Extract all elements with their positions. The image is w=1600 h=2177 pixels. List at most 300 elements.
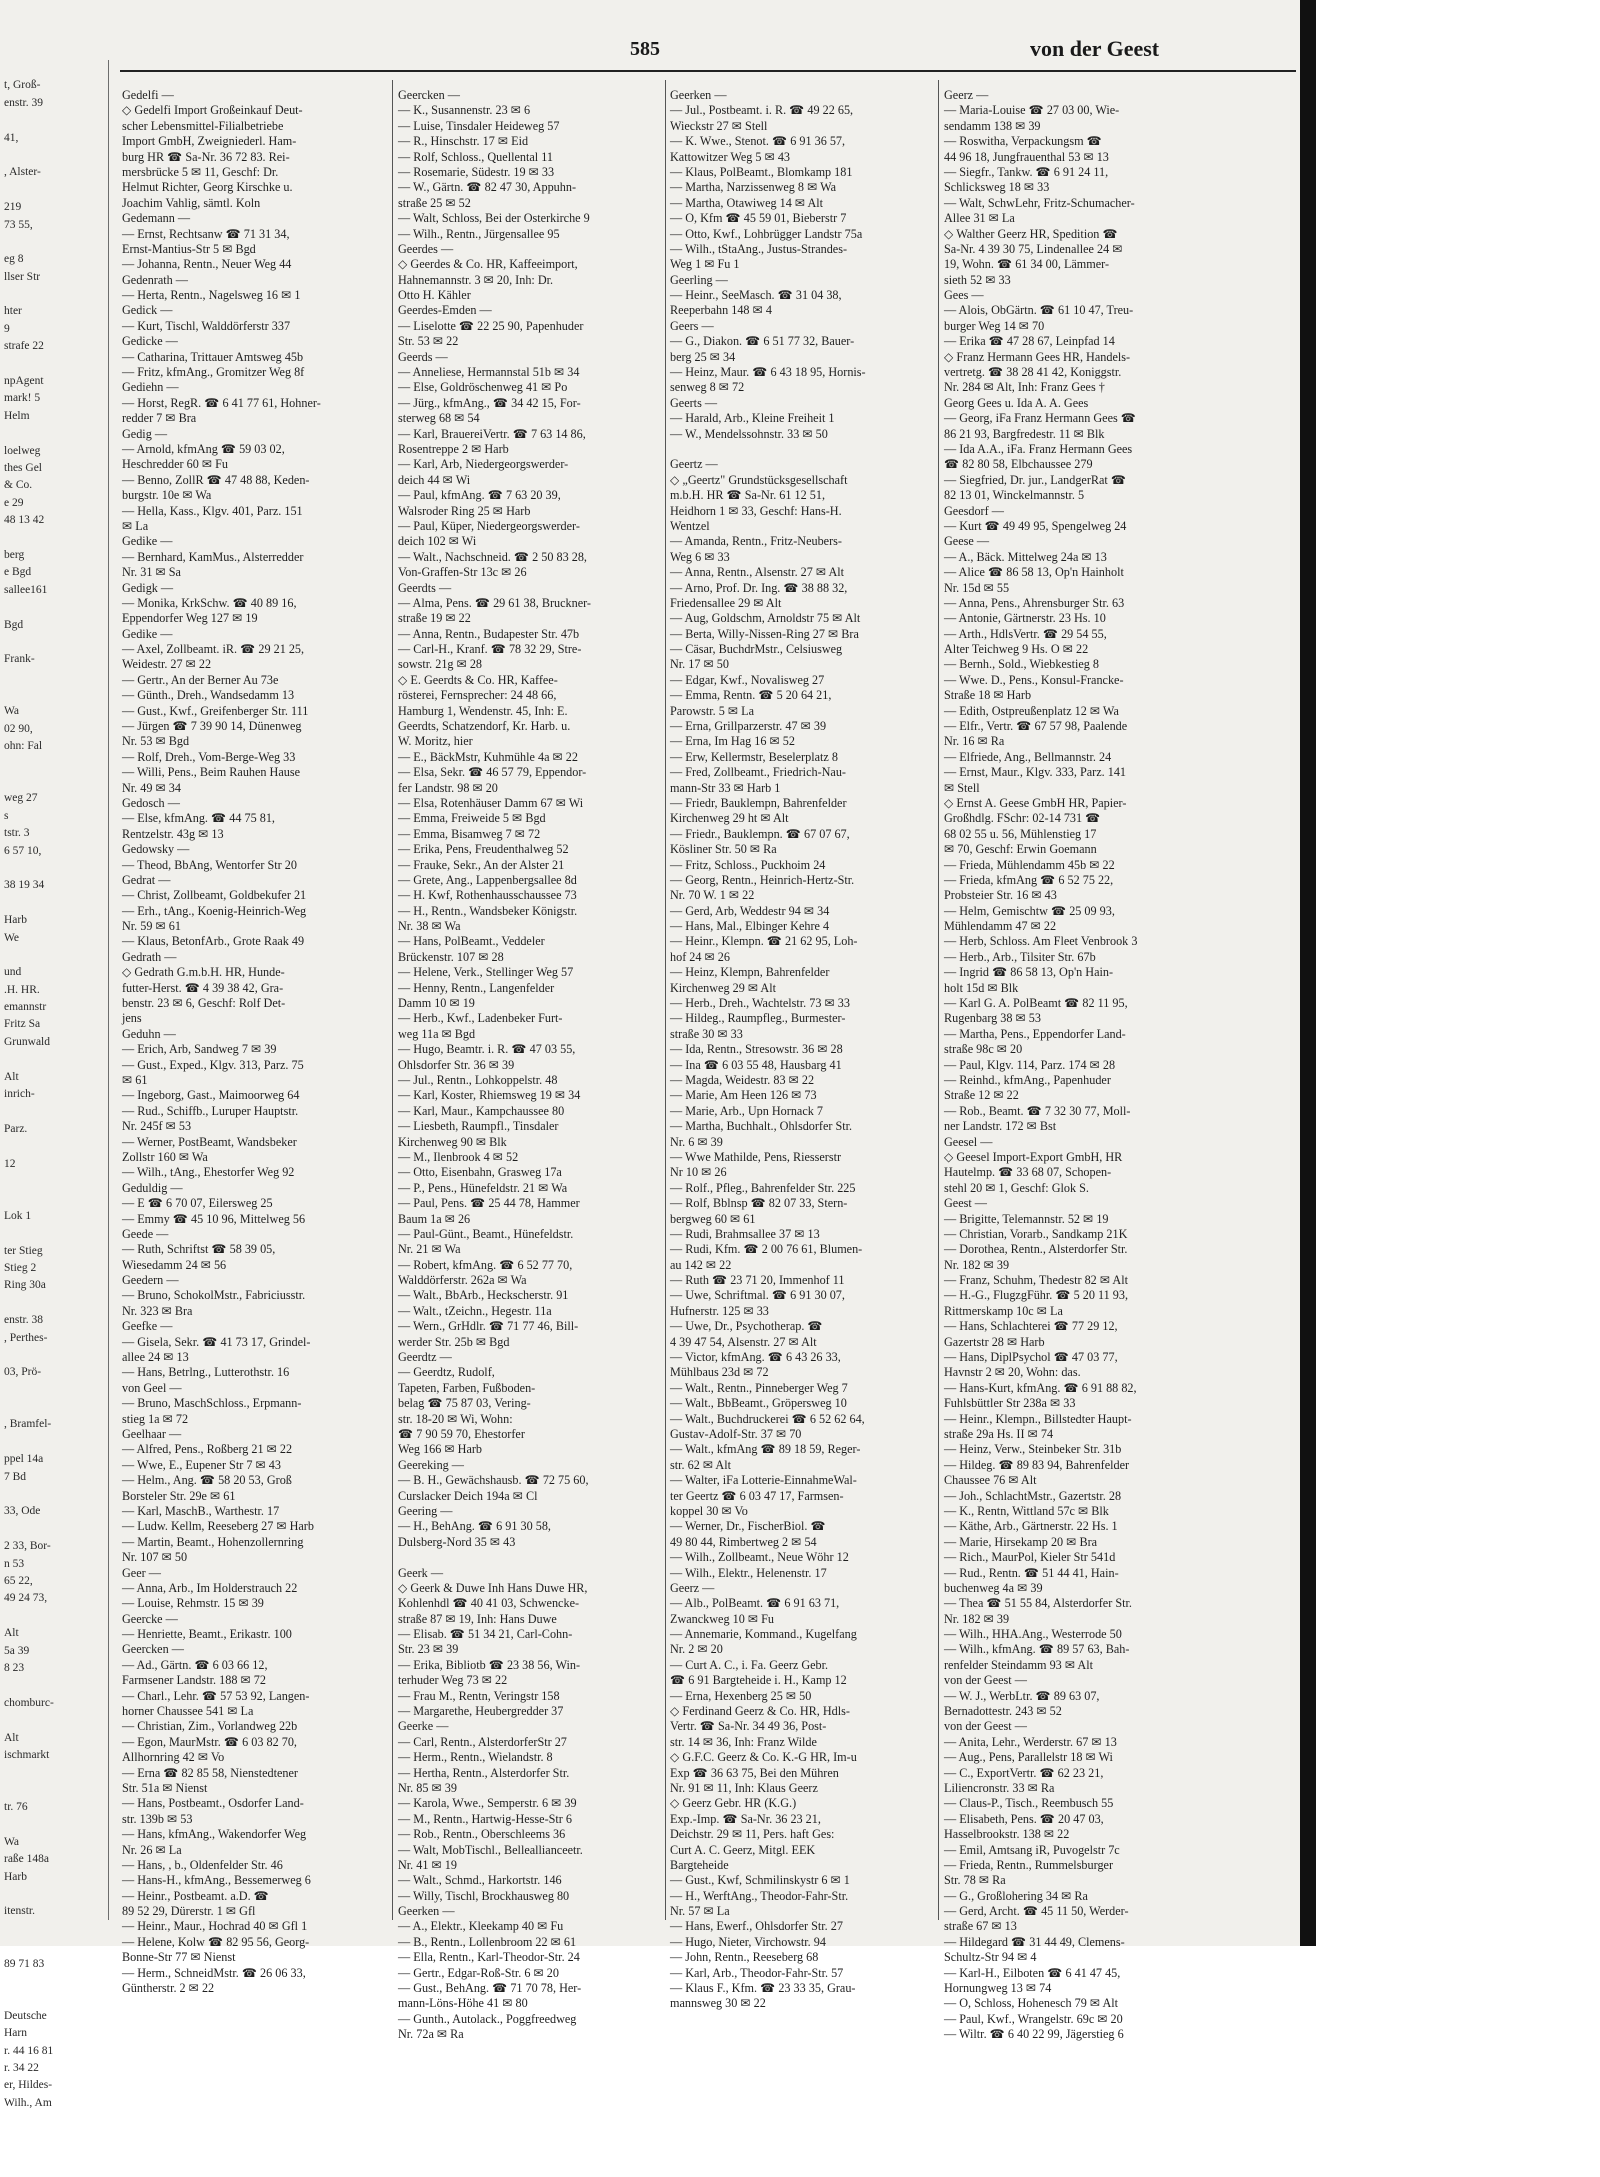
directory-line: — O, Kfm ☎ 45 59 01, Bieberstr 7 [670,211,847,226]
directory-line: deich 102 ✉ Wi [398,534,477,549]
directory-line: Wiesedamm 24 ✉ 56 [122,1257,227,1272]
fragment-line [0,1990,118,2007]
directory-column-4 [944,88,1206,2042]
directory-line: — Emma, Bisamweg 7 ✉ 72 [398,826,541,841]
directory-line: — Bruno, MaschSchloss., Erpmann- [122,1396,302,1411]
directory-line: Str. 78 ✉ Ra [944,1873,1006,1888]
directory-line: 89 52 29, Dürerstr. 1 ✉ Gfl [122,1904,256,1919]
directory-line: Geerdts, Schatzendorf, Kr. Harb. u. [398,719,571,734]
directory-line: — Herm., SchneidMstr. ☎ 26 06 33, [122,1965,306,1980]
directory-line: — Rolf, Bblnsp ☎ 82 07 33, Stern- [670,1196,848,1211]
page-number: 585 [630,38,660,60]
directory-line: — H. Kwf, Rothenhausschaussee 73 [398,888,577,903]
directory-line: weg 11a ✉ Bgd [398,1026,476,1041]
directory-line: — Franz, Schuhm, Thedestr 82 ✉ Alt [944,1273,1128,1288]
directory-line: m.b.H. HR ☎ Sa-Nr. 61 12 51, [670,488,825,503]
directory-line: — Rob., Rentn., Oberschleems 36 [398,1827,566,1842]
directory-line: — Hans, PolBeamt., Veddeler [398,934,545,949]
directory-line: Geercken — [398,88,460,102]
directory-line: Str. 51a ✉ Nienst [122,1780,208,1795]
directory-line: — Ella, Rentn., Karl-Theodor-Str. 24 [398,1950,580,1965]
directory-line: — Walt., kfmAng ☎ 89 18 59, Reger- [670,1442,861,1457]
directory-line: — Georg, Rentn., Heinrich-Hertz-Str. [670,872,855,887]
directory-line: — Hans, Schlachterei ☎ 77 29 12, [944,1319,1118,1334]
directory-line: — Wiltr. ☎ 6 40 22 99, Jägerstieg 6 [944,2027,1124,2042]
directory-line: — Gust., Kwf, Schmilinskystr 6 ✉ 1 [670,1873,850,1888]
directory-line: senweg 8 ✉ 72 [670,380,745,395]
directory-line: — Anna, Pens., Ahrensburger Str. 63 [944,595,1125,610]
directory-line: redder 7 ✉ Bra [122,411,197,426]
directory-line: sendamm 138 ✉ 39 [944,118,1041,133]
directory-line: — Claus-P., Tisch., Reembusch 55 [944,1796,1114,1811]
fragment-line: chomburc- [4,1696,54,1709]
fragment-line [0,1782,118,1799]
directory-line: mann-Str 33 ✉ Harb 1 [670,780,781,795]
directory-line: Baum 1a ✉ 26 [398,1211,471,1226]
directory-line: 4 39 47 54, Alsenstr. 27 ✉ Alt [670,1334,817,1349]
fragment-line: 5a 39 [4,1644,30,1657]
directory-line: Mühlendamm 47 ✉ 22 [944,919,1057,934]
directory-line: — K., Susannenstr. 23 ✉ 6 [398,103,531,118]
directory-line: — H.-G., FlugzgFühr. ☎ 5 20 11 93, [944,1288,1129,1303]
directory-line: — Christian, Zim., Vorlandweg 22b [122,1719,298,1734]
directory-line: Gediehn — [122,380,179,395]
directory-line: werder Str. 25b ✉ Bgd [398,1334,510,1349]
directory-line: — Rolf., Pfleg., Bahrenfelder Str. 225 [670,1180,856,1195]
fragment-line [0,1173,118,1190]
directory-line: von der Geest — [944,1719,1027,1734]
directory-line: Geduhn — [122,1026,176,1041]
directory-line: Damm 10 ✉ 19 [398,996,475,1011]
directory-line: — Walt., Schmd., Harkortstr. 146 [398,1873,562,1888]
fragment-line: Stieg 2 [4,1261,37,1274]
fragment-line [0,1938,118,1955]
directory-line: — Walt, SchwLehr, Fritz-Schumacher- [944,195,1135,210]
fragment-line: , Alster- [4,166,41,179]
directory-line: bergweg 60 ✉ 61 [670,1211,756,1226]
directory-line: Geercke — [122,1611,178,1626]
directory-line: Geerdes-Emden — [398,303,492,318]
directory-line: — Walt., Nachschneid. ☎ 2 50 83 28, [398,549,587,564]
fragment-line: Grunwald [4,1035,50,1048]
fragment-line: 2 33, Bor- [4,1540,51,1553]
directory-line: Kattowitzer Weg 5 ✉ 43 [670,149,791,164]
directory-line: sowstr. 21g ✉ 28 [398,657,483,672]
directory-line: — Wilh., Rentn., Jürgensallee 95 [398,226,560,241]
directory-line: — Erich, Arb, Sandweg 7 ✉ 39 [122,1042,277,1057]
directory-line: straße 30 ✉ 33 [670,1026,743,1041]
fragment-line: er, Hildes- [4,2079,53,2092]
directory-line: mann-Löns-Höhe 41 ✉ 80 [398,1996,528,2011]
directory-line: straße 87 ✉ 19, Inh: Hans Duwe [398,1611,557,1626]
directory-line: — Anna, Rentn., Alsenstr. 27 ✉ Alt [670,565,845,580]
directory-line: Kösliner Str. 50 ✉ Ra [670,842,777,857]
directory-line: — Paul-Günt., Beamt., Hünefeldstr. [398,1226,574,1241]
directory-line: Weg 166 ✉ Harb [398,1442,483,1457]
directory-line: ✉ La [122,518,149,533]
directory-line: — Hans, Postbeamt., Osdorfer Land- [122,1796,304,1811]
fragment-line: 89 71 83 [4,1957,45,1970]
directory-line: — Rolf, Schloss., Quellental 11 [398,149,553,164]
fragment-line: 49 24 73, [4,1592,48,1605]
directory-line: str. 18-20 ✉ Wi, Wohn: [398,1411,513,1426]
directory-line: — Hans, Mal., Elbinger Kehre 4 [670,919,830,934]
directory-line: — Erw, Kellermstr, Beselerplatz 8 [670,749,838,764]
directory-line: — Ad., Gärtn. ☎ 6 03 66 12, [122,1657,268,1672]
directory-line: Gees — [944,288,984,303]
directory-line: Nr. 85 ✉ 39 [398,1780,457,1795]
directory-line: — Rolf, Dreh., Vom-Berge-Weg 33 [122,749,296,764]
directory-line: — Heinz, Verw., Steinbeker Str. 31b [944,1442,1122,1457]
directory-line: Geercken — [122,1642,184,1657]
directory-line: Kirchenweg 90 ✉ Blk [398,1134,507,1149]
directory-line: straße 67 ✉ 13 [944,1919,1017,1934]
directory-line: ◇ Gedrath G.m.b.H. HR, Hunde- [122,965,285,980]
directory-line: — Aug, Goldschm, Arnoldstr 75 ✉ Alt [670,611,861,626]
directory-line: — Ruth ☎ 23 71 20, Immenhof 11 [670,1273,845,1288]
directory-line: — K. Wwe., Stenot. ☎ 6 91 36 57, [670,134,846,149]
fragment-line: inrich- [4,1088,35,1101]
fragment-line [0,1677,118,1694]
directory-line: — Karola, Wwe., Semperstr. 6 ✉ 39 [398,1796,577,1811]
directory-line: — Rud., Rentn. ☎ 51 44 41, Hain- [944,1565,1119,1580]
directory-line: — P., Pens., Hünefeldstr. 21 ✉ Wa [398,1180,568,1195]
directory-line: — Elfriede, Ang., Bellmannstr. 24 [944,749,1112,764]
directory-line: ◇ „Geertz" Grundstücksgesellschaft [670,472,848,487]
fragment-line: ter Stieg [4,1244,43,1257]
directory-line: — Herb., Arb., Tilsiter Str. 67b [944,949,1096,964]
directory-line: — Hans-Kurt, kfmAng. ☎ 6 91 88 82, [944,1380,1137,1395]
fragment-line [0,1921,118,1938]
fragment-line: hter [4,305,22,318]
directory-line: Weg 1 ✉ Fu 1 [670,257,740,272]
directory-line: — Ida A.A., iFa. Franz Hermann Gees [944,441,1133,456]
directory-line: Geduldig — [122,1180,183,1195]
directory-line: — Wilh., tAng., Ehestorfer Weg 92 [122,1165,295,1180]
directory-line: Straße 18 ✉ Harb [944,688,1032,703]
directory-line: — Jul., Postbeamt. i. R. ☎ 49 22 65, [670,103,854,118]
fragment-line: 219 [4,201,22,214]
directory-line: Geerken — [398,1904,455,1919]
directory-line: Geerke — [398,1719,449,1734]
directory-line: — Heinr., SeeMasch. ☎ 31 04 38, [670,288,842,303]
directory-line: — Walt, MobTischl., Belleallianceetr. [398,1842,583,1857]
directory-line: — Harald, Arb., Kleine Freiheit 1 [670,411,835,426]
directory-line: fer Landstr. 98 ✉ 20 [398,780,498,795]
fragment-line [0,1764,118,1781]
directory-line: — Kurt, Tischl, Walddörferstr 337 [122,318,291,333]
fragment-line [0,60,118,77]
directory-line: — Gust., Kwf., Greifenberger Str. 111 [122,703,309,718]
directory-line: 68 02 55 u. 56, Mühlenstieg 17 [944,826,1097,841]
fragment-line: enstr. 39 [4,96,43,109]
directory-line: — Erna, Hexenberg 25 ✉ 50 [670,1688,812,1703]
directory-line: belag ☎ 75 87 03, Vering- [398,1396,531,1411]
directory-line: — Friedr, Bauklempn, Bahrenfelder [670,795,847,810]
directory-line: — Martha, Otawiweg 14 ✉ Alt [670,195,824,210]
directory-line: Geerling — [670,272,728,287]
directory-line: 49 80 44, Rimbertweg 2 ✉ 54 [670,1534,817,1549]
fragment-line [0,773,118,790]
directory-line: — H., Rentn., Wandsbeker Königstr. [398,903,578,918]
directory-line: Ohlsdorfer Str. 36 ✉ 39 [398,1057,515,1072]
directory-line: — Uwe, Dr., Psychotherap. ☎ [670,1319,823,1334]
directory-line: Gedrath — [122,949,177,964]
directory-line: — Elisab. ☎ 51 34 21, Carl-Cohn- [398,1627,573,1642]
directory-line: — Curt A. C., i. Fa. Geerz Gebr. [670,1657,829,1672]
fragment-line: Alt [4,1070,19,1083]
directory-line: Otto H. Kähler [398,288,471,303]
fragment-line: Deutsche [4,2009,47,2022]
directory-line: Geesel — [944,1134,993,1149]
directory-line: — Ingrid ☎ 86 58 13, Op'n Hain- [944,965,1114,980]
fragment-line [0,1486,118,1503]
directory-line: — Herb, Schloss. Am Fleet Venbrook 3 [944,934,1138,949]
directory-line: — Alfred, Pens., Roßberg 21 ✉ 22 [122,1442,293,1457]
directory-line: — Elsa, Sekr. ☎ 46 57 79, Eppendor- [398,765,587,780]
fragment-line: thes Gel [4,461,43,474]
directory-line: benstr. 23 ✉ 6, Geschf: Rolf Det- [122,996,286,1011]
fragment-line: Lok 1 [4,1209,32,1222]
directory-line: Nr. 107 ✉ 50 [122,1550,188,1565]
directory-line: — Karl-H., Eilboten ☎ 6 41 47 45, [944,1965,1121,1980]
directory-line: — Uwe, Schriftmal. ☎ 6 91 30 07, [670,1288,845,1303]
directory-line: Liliencronstr. 33 ✉ Ra [944,1780,1055,1795]
directory-line: sterweg 68 ✉ 54 [398,411,480,426]
fragment-line: raße 148a [4,1853,50,1866]
directory-line: — Wwe. D., Pens., Konsul-Francke- [944,672,1124,687]
fragment-line: Helm [4,409,30,422]
directory-line: — Helm., Ang. ☎ 58 20 53, Groß [122,1473,292,1488]
fragment-line: 33, Ode [4,1505,41,1518]
fragment-line [0,1103,118,1120]
directory-line: Probsteier Str. 16 ✉ 43 [944,888,1057,903]
fragment-line: loelweg [4,444,41,457]
directory-line: — Dorothea, Rentn., Alsterdorfer Str. [944,1242,1128,1257]
directory-line: ✉ 70, Geschf: Erwin Goemann [944,842,1097,857]
directory-line: Hautelmp. ☎ 33 68 07, Schopen- [944,1165,1112,1180]
directory-line: — Fritz, Schloss., Puckhoim 24 [670,857,826,872]
directory-line: — Gunth., Autolack., Poggfreedweg [398,2011,577,2026]
directory-line: Havnstr 2 ✉ 20, Wohn: das. [944,1365,1081,1380]
directory-line: buchenweg 4a ✉ 39 [944,1580,1043,1595]
fragment-line [0,1190,118,1207]
directory-line: — Hans, kfmAng., Wakendorfer Weg [122,1827,307,1842]
directory-line: Nr 10 ✉ 26 [670,1165,727,1180]
directory-line: — Horst, RegR. ☎ 6 41 77 61, Hohner- [122,395,321,410]
fragment-line: tstr. 3 [4,827,30,840]
directory-line: — Catharina, Trittauer Amtsweg 45b [122,349,304,364]
directory-line: Weidestr. 27 ✉ 22 [122,657,212,672]
directory-line: Nr. 6 ✉ 39 [670,1134,723,1149]
directory-line: — Henriette, Beamt., Erikastr. 100 [122,1627,292,1642]
directory-line: Chaussee 76 ✉ Alt [944,1473,1037,1488]
directory-line: — Alice ☎ 86 58 13, Op'n Hainholt [944,565,1124,580]
directory-line: scher Lebensmittel-Filialbetriebe [122,118,284,133]
directory-line: Fuhlsbüttler Str 238a ✉ 33 [944,1396,1076,1411]
directory-line: Helmut Richter, Georg Kirschke u. [122,180,293,195]
directory-line: stehl 20 ✉ 1, Geschf: Glok S. [944,1180,1089,1195]
directory-line: — Fred, Zollbeamt., Friedrich-Nau- [670,765,846,780]
directory-line: Hasselbrookstr. 138 ✉ 22 [944,1827,1070,1842]
directory-line: — Hella, Kass., Klgv. 401, Parz. 151 [122,503,303,518]
directory-line: burgstr. 10e ✉ Wa [122,488,212,503]
directory-line: ◇ Ferdinand Geerz & Co. HR, Hdls- [670,1704,850,1719]
directory-line: Rosentreppe 2 ✉ Harb [398,441,509,456]
fragment-line: Wa [4,705,20,718]
directory-line: Geer — [122,1565,161,1580]
directory-line: Güntherstr. 2 ✉ 22 [122,1981,215,1996]
directory-line: — Frieda, kfmAng ☎ 6 52 75 22, [944,872,1114,887]
directory-line: — Paul, Kwf., Wrangelstr. 69c ✉ 20 [944,2011,1123,2026]
directory-line: Geerdts — [398,580,452,595]
directory-line: Nr. 182 ✉ 39 [944,1611,1010,1626]
directory-line: Tapeten, Farben, Fußboden- [398,1380,536,1395]
fragment-line [0,182,118,199]
fragment-line: Frank- [4,653,35,666]
directory-line: — John, Rentn., Reeseberg 68 [670,1950,819,1965]
directory-line: Weg 6 ✉ 33 [670,549,730,564]
directory-line: Nr. 31 ✉ Sa [122,565,181,580]
directory-line: Gedosch — [122,795,180,810]
directory-line: — Geerdtz, Rudolf, [398,1365,495,1380]
directory-line: Geerk — [398,1565,444,1580]
directory-line: deich 44 ✉ Wi [398,472,471,487]
directory-line: Gazertstr 28 ✉ Harb [944,1334,1045,1349]
directory-line: — Siegfr., Tankw. ☎ 6 91 24 11, [944,164,1109,179]
directory-line: — Erh., tAng., Koenig-Heinrich-Weg [122,903,307,918]
directory-line: — Edgar, Kwf., Novalisweg 27 [670,672,825,687]
directory-line: ◇ Gedelfi Import Großeinkauf Deut- [122,103,303,118]
directory-line: — Benno, ZollR ☎ 47 48 88, Keden- [122,472,310,487]
directory-line: Walddörferstr. 262a ✉ Wa [398,1273,527,1288]
directory-line: Geerdtz — [398,1350,452,1365]
directory-line: Dulsberg-Nord 35 ✉ 43 [398,1534,516,1549]
directory-line: — Liesbeth, Raumpfl., Tinsdaler [398,1119,559,1134]
directory-line: — Johanna, Rentn., Neuer Weg 44 [122,257,292,272]
fragment-line [0,286,118,303]
directory-line: Von-Graffen-Str 13c ✉ 26 [398,565,527,580]
directory-line: von Geel — [122,1380,182,1395]
directory-line: — Anna, Arb., Im Holderstrauch 22 [122,1580,298,1595]
directory-line: Eppendorfer Weg 127 ✉ 19 [122,611,258,626]
directory-line: Heidhorn 1 ✉ 33, Geschf: Hans-H. [670,503,842,518]
directory-line: ☎ 7 90 59 70, Ehestorfer [398,1426,525,1441]
directory-line: str. 14 ✉ 36, Inh: Franz Wilde [670,1734,817,1749]
directory-line: — Heinr., Postbeamt. a.D. ☎ [122,1888,269,1903]
directory-line: — K., Rentn, Wittland 57c ✉ Blk [944,1503,1109,1518]
directory-line: Geesdorf — [944,503,1004,518]
running-head: von der Geest [1030,36,1160,61]
directory-line: — Arth., HdlsVertr. ☎ 29 54 55, [944,626,1107,641]
directory-line: Deichstr. 29 ✉ 11, Pers. haft Ges: [670,1827,835,1842]
fragment-line: mark! 5 [4,392,41,405]
directory-line: — Frau M., Rentn, Veringstr 158 [398,1688,560,1703]
directory-line: — Günth., Dreh., Wandsedamm 13 [122,688,295,703]
directory-line: — Karl, Koster, Rhiemsweg 19 ✉ 34 [398,1088,581,1103]
directory-line: — Henny, Rentn., Langenfelder [398,980,555,995]
directory-line: — Karl, Maur., Kampchaussee 80 [398,1103,565,1118]
directory-line: 44 96 18, Jungfrauenthal 53 ✉ 13 [944,149,1109,164]
directory-line: — Willy, Tischl, Brockhausweg 80 [398,1888,570,1903]
directory-line: Großhdlg. FSchr: 02-14 731 ☎ [944,811,1101,826]
directory-line [670,442,932,457]
directory-line: stieg 1a ✉ 72 [122,1411,189,1426]
directory-line: — Erika, Pens, Freudenthalweg 52 [398,842,569,857]
directory-line: Nr. 26 ✉ La [122,1842,182,1857]
fragment-line: Harn [4,2027,27,2040]
directory-line: sieth 52 ✉ 33 [944,272,1011,287]
directory-line: — Amanda, Rentn., Fritz-Neubers- [670,534,842,549]
directory-line: — Joh., SchlachtMstr., Gazertstr. 28 [944,1488,1122,1503]
fragment-line: n 53 [4,1557,25,1570]
directory-line: — Erna, Grillparzerstr. 47 ✉ 39 [670,719,827,734]
fragment-line [0,947,118,964]
directory-line: Nr. 91 ✉ 11, Inh: Klaus Geerz [670,1780,818,1795]
directory-line: — Theod, BbAng, Wentorfer Str 20 [122,857,297,872]
directory-line: str. 62 ✉ Alt [670,1457,732,1472]
fragment-line: llser Str [4,270,41,283]
fragment-line: emannstr [4,1001,47,1014]
directory-line: Geedern — [122,1273,179,1288]
scan-edge [1300,0,1316,1946]
directory-line: Bernadottestr. 243 ✉ 52 [944,1704,1062,1719]
directory-line: straße 25 ✉ 52 [398,195,471,210]
directory-line: — Edith, Ostpreußenplatz 12 ✉ Wa [944,703,1119,718]
directory-line: Kohlenhdl ☎ 40 41 03, Schwencke- [398,1596,580,1611]
directory-line: allee 24 ✉ 13 [122,1350,189,1365]
fragment-line: eg 8 [4,253,24,266]
directory-line: ◇ G.F.C. Geerz & Co. K.-G HR, Im-u [670,1750,857,1765]
directory-line: — Hildeg., Raumpfleg., Burmester- [670,1011,846,1026]
directory-line: — W. J., WerbLtr. ☎ 89 63 07, [944,1688,1100,1703]
fragment-line: 48 13 42 [4,514,45,527]
directory-line: Gedelfi — [122,88,174,102]
fragment-line: & Co. [4,479,33,492]
directory-line: — Emma, Freiweide 5 ✉ Bgd [398,811,546,826]
fragment-line [0,1434,118,1451]
directory-line: Gedig — [122,426,168,441]
fragment-line: 73 55, [4,218,33,231]
directory-line: straße 29a Hs. II ✉ 74 [944,1426,1054,1441]
fragment-line: t, Groß- [4,79,41,92]
directory-line: Ernst-Mantius-Str 5 ✉ Bgd [122,241,256,256]
directory-line: — Arno, Prof. Dr. Ing. ☎ 38 88 32, [670,580,848,595]
directory-line: Schlicksweg 18 ✉ 33 [944,180,1050,195]
directory-line: Hornungweg 13 ✉ 74 [944,1981,1052,1996]
directory-line: Curt A. C. Geerz, Mitgl. EEK [670,1842,816,1857]
fragment-line: e 29 [4,496,24,509]
directory-line: — Else, kfmAng. ☎ 44 75 81, [122,811,275,826]
directory-line: Walsroder Ring 25 ✉ Harb [398,503,531,518]
directory-line: Brückenstr. 107 ✉ 28 [398,949,504,964]
directory-line: — Käthe, Arb., Gärtnerstr. 22 Hs. 1 [944,1519,1118,1534]
directory-line: — W., Mendelssohnstr. 33 ✉ 50 [670,426,828,441]
fragment-line [0,860,118,877]
directory-line: Georg Gees u. Ida A. A. Gees [944,395,1089,410]
directory-line: — Christ, Zollbeamt, Goldbekufer 21 [122,888,307,903]
directory-line: — Walt, Schloss, Bei der Osterkirche 9 [398,211,590,226]
directory-line: — Gertr., Edgar-Roß-Str. 6 ✉ 20 [398,1965,559,1980]
directory-line: — Otto, Kwf., Lohbrügger Landstr 75a [670,226,863,241]
directory-line: Wentzel [670,518,710,533]
directory-line: — B., Rentn., Lollenbroom 22 ✉ 61 [398,1934,577,1949]
directory-line: — Marie, Am Heen 126 ✉ 73 [670,1088,817,1103]
directory-line: — Walt., BbBeamt., Gröpersweg 10 [670,1396,847,1411]
directory-line: mersbrücke 5 ✉ 11, Geschf: Dr. [122,164,279,179]
directory-line: Rugenbarg 38 ✉ 53 [944,1011,1041,1026]
directory-line: — Heinz, Klempn, Bahrenfelder [670,965,830,980]
